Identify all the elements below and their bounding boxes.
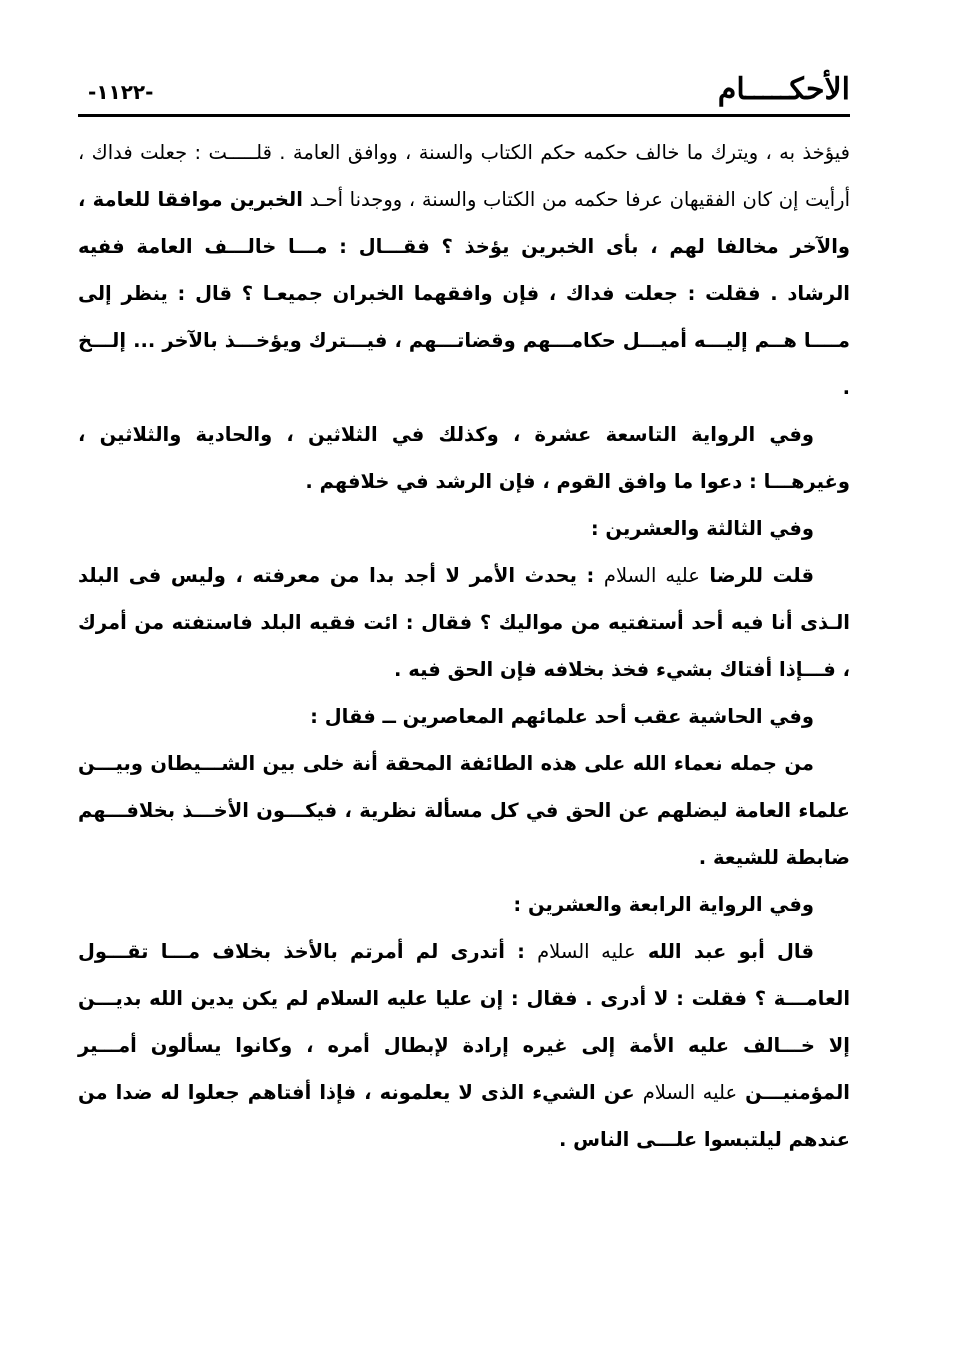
paragraph-text-bold: قال أبو عبد الله xyxy=(635,940,815,963)
paragraph-text: عليه السلام xyxy=(603,564,700,587)
paragraph-text-bold: وفي الرواية التاسعة عشرة ، وكذلك في الثلاثين ، والحادية والثلاثين ، وغيرهـــا : دعوا ما وافق القوم ، فإن الرشد في خلافهم . xyxy=(78,423,850,493)
paragraph-text-bold: وفي الرواية الرابعة والعشرين : xyxy=(513,893,814,916)
paragraph-text-bold: الخبرين موافقا للعامة ، والآخر مخالفا لهم ، بأى الخبرين يؤخذ ؟ فقـــال : مـــا خالـــف العامة ففيه الرشاد . فقلت : جعلت فداك ، فإن وافقهما الخبران جميعـا ؟ قال : ينظر إلى مــــا هــم إليـــه أميـــل حكامـــهم وقضاتـــهم ، فيـــترك ويؤخـــذ بالآخر ... إلـــخ . xyxy=(78,188,850,399)
paragraph xyxy=(78,411,850,505)
page-title: الأحكـــــام xyxy=(717,72,850,107)
paragraph-text: عليه السلام xyxy=(537,940,636,963)
paragraph-text: فيؤخذ به ، ويترك ما خالف حكمه حكم الكتاب والسنة ، ووافق العامة . قلـــــت : جعلت فداك ، أرأيت إن كان الفقيهان عرفا حكمه من الكتاب والسنة ، ووجدنا أحـد xyxy=(78,141,850,211)
paragraph xyxy=(78,881,850,928)
paragraph-text-bold: عن الشيء الذى لا يعلمونه ، فإذا أفتاهم جعلوا له ضدا من عندهم ليلتبسوا علـــى الناس . xyxy=(78,1081,850,1151)
paragraph-text-bold: : أتدرى لم أمرتم بالأخذ بخلاف مـــا تقـــول العامـــة ؟ فقلت : لا أدرى . فقال : إن عليا عليه السلام لم يكن يدين الله بديـــن إلا خـــالف عليه الأمة إلى غيره إرادة لإبطال أمره ، وكانوا يسألون أمـــير المؤمنيـــن xyxy=(78,940,850,1104)
document-body xyxy=(78,129,850,1163)
document-page xyxy=(78,70,850,1330)
paragraph xyxy=(78,740,850,881)
paragraph xyxy=(78,505,850,552)
page-header xyxy=(78,70,850,117)
paragraph xyxy=(78,129,850,411)
paragraph-text-bold: وفي الثالثة والعشرين : xyxy=(590,517,814,540)
paragraph-text-bold: وفي الحاشية عقب أحد علمائهم المعاصرين ــ فقال : xyxy=(310,705,814,728)
paragraph xyxy=(78,693,850,740)
page-number: -١١٢٢- xyxy=(88,80,154,104)
paragraph-text-bold: : يحدث الأمر لا أجد بدا من معرفته ، وليس فى البلد الـذى أنا فيه أحد أستفتيه من مواليك ؟ فقال : ائت فقيه البلد فاستفته من أمرك ، فـــإذا أفتاك بشيء فخذ بخلافه فإن الحق فيه . xyxy=(78,564,850,681)
paragraph-text-bold: قلت للرضا xyxy=(699,564,814,587)
paragraph xyxy=(78,552,850,693)
paragraph xyxy=(78,928,850,1163)
paragraph-text: عليه السلام xyxy=(642,1081,738,1104)
paragraph-text-bold: من جمله نعماء الله على هذه الطائفة المحقة أنة خلى بين الشـــيطان وبيـــن علماء العامة ليضلهم عن الحق في كل مسألة نظرية ، فيكـــون الأخـــذ بخلافـــهم ضابطة للشيعة . xyxy=(78,752,850,869)
